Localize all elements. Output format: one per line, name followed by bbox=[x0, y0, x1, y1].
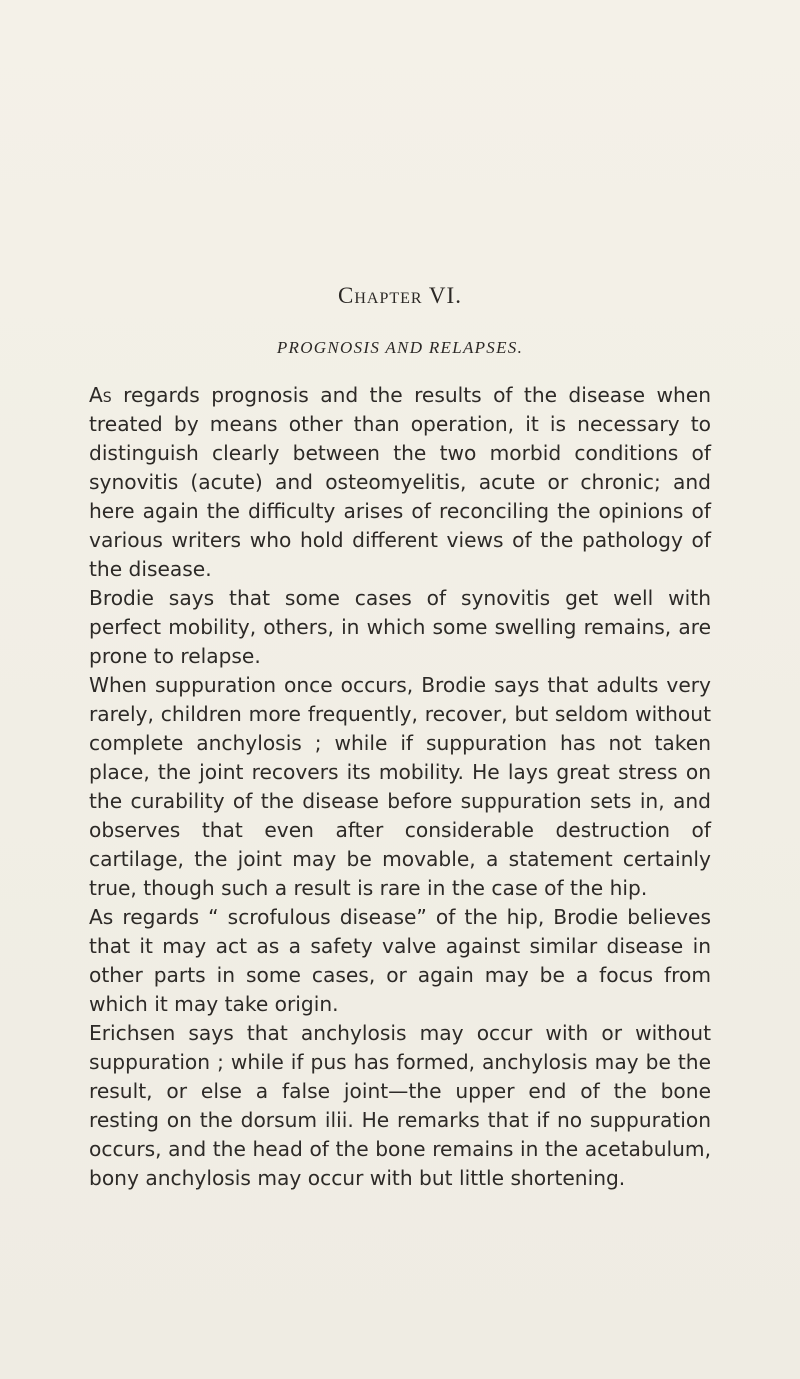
paragraph-2 bbox=[89, 584, 711, 671]
paragraph-4 bbox=[89, 903, 711, 1019]
body-text bbox=[89, 381, 711, 1193]
section-title: PROGNOSIS AND RELAPSES. bbox=[276, 338, 524, 357]
paragraph-text: As regards “ scrofulous disease” of the hip, Brodie believes that it may act as a safety valve against similar disease in other parts in some cases, or again may be a focus from which it may take origin. bbox=[89, 905, 711, 1016]
paragraph-text: When suppuration once occurs, Brodie says that adults very rarely, children more frequently, recover, but seldom without complete anchylosis ; while if suppuration has not taken place, the joint recovers its mobility. He lays great stress on the curability of the disease before suppuration sets in, and observes that even after considerable destruction of cartilage, the joint may be movable, a statement certainly true, though such a result is rare in the case of the hip. bbox=[89, 673, 711, 900]
paragraph-text: Erichsen says that anchylosis may occur with or without suppuration ; while if pus has formed, anchylosis may be the result, or else a false joint—the upper end of the bone resting on the dorsum ilii. He remarks that if no suppuration occurs, and the head of the bone remains in the acetabulum, bony anchylosis may occur with but little shortening. bbox=[89, 1021, 711, 1190]
paragraph-text: Brodie says that some cases of synovitis get well with perfect mobility, others, in which some swelling remains, are prone to relapse. bbox=[89, 586, 711, 668]
paragraph-lead-word: As bbox=[89, 383, 112, 407]
paragraph-text: regards prognosis and the results of the disease when treated by means other than operation, it is necessary to distinguish clearly between the two morbid conditions of synovitis (acute) and osteomyelitis, acute or chronic; and here again the difficulty arises of reconciling the opinions of various writers who hold different views of the pathology of the disease. bbox=[89, 383, 711, 581]
paragraph-3 bbox=[89, 671, 711, 903]
chapter-heading: Chapter VI. bbox=[338, 283, 462, 308]
paragraph-1 bbox=[89, 381, 711, 584]
paragraph-5 bbox=[89, 1019, 711, 1193]
